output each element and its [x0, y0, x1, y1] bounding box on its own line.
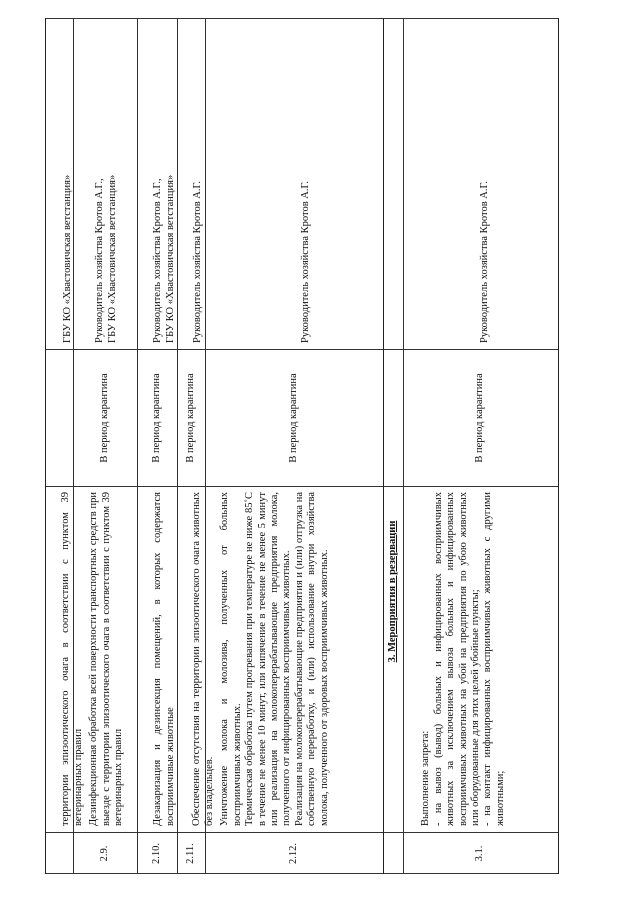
row-number: 2.10.	[150, 843, 162, 864]
measure-text: Дезинфекционная обработка всей поверхности транспортных средств при выезде с территории эпизоотического очага в соответствии с пунктом 39 ветеринарных правил	[88, 492, 125, 826]
measure-text: Выполнение запрета: - на вывоз (вывод) больных и инфицированных восприимчивых животных за исключением вывоза больных и инфицированных восприимчивых животных на убой на предприятия по убою животных или оборудованные для этих целей убойные пункты; - на контакт инфицированных восприимчивых животных с другими животными;	[420, 492, 506, 826]
measures-table	[45, 18, 559, 874]
row-number: 2.9.	[98, 845, 110, 862]
period-text: В период карантина	[150, 373, 162, 463]
responsible-text: Руководитель хозяйства Кротов А.Г.	[479, 180, 491, 343]
responsible-text: Руководитель хозяйства Кротов А.Г.	[300, 180, 312, 343]
section-divider	[383, 18, 384, 874]
responsible-cell	[467, 23, 491, 343]
measure-text: Уничтожение молока и молозива, полученных от больных восприимчивых животных. Термическая обработка путем прогревания при температуре не ниже 85˚С в течение не менее 10 минут, или кипячение в течение не менее 5 минут или реализация на молокоперерабатывающие предприятия молока, полученного от инфицированных восприимчивых животных. Реализация на молокоперерабатывающие предприятия и (или) отгрузка на собственную переработку, и (или) использование внутри хозяйства молока, полученного от здоровых восприимчивых животных.	[219, 492, 330, 826]
table-row	[48, 492, 84, 826]
measure-cell	[140, 492, 176, 826]
measure-text: Дезакаризация и дезинсекция помещений, в которых содержатся восприимчивые животные	[152, 492, 176, 826]
responsible-text: Руководитель хозяйства Кротов А.Г., ГБУ КО «Хвастовичская ветстанция»	[94, 174, 118, 343]
responsible-text: Руководитель хозяйства Кротов А.Г., ГБУ КО «Хвастовичская ветстанция»	[152, 174, 176, 343]
measure-cell	[76, 492, 136, 826]
responsible-text: ГБУ КО «Хвастовичская ветстанция»	[62, 174, 74, 343]
measure-cell	[179, 492, 215, 826]
period-cell	[137, 350, 177, 486]
measure-cell	[408, 492, 556, 826]
row-number: 2.11.	[184, 843, 196, 864]
responsible-text: Руководитель хозяйства Кротов А.Г.	[192, 180, 204, 343]
period-cell	[177, 350, 205, 486]
responsible-cell	[50, 23, 72, 343]
period-cell	[403, 350, 558, 486]
period-cell	[205, 350, 383, 486]
period-text: В период карантина	[184, 373, 196, 463]
table-border-right	[46, 18, 558, 19]
measure-text: Обеспечение отсутствия на территории эпизоотического очага животных без владельцев.	[191, 492, 215, 826]
row-number: 3.1.	[474, 845, 486, 862]
period-text: В период карантина	[474, 373, 486, 463]
period-text: В период карантина	[287, 373, 299, 463]
section-title: 3. Мероприятия в резервации	[387, 520, 398, 663]
period-cell	[73, 350, 137, 486]
responsible-cell	[82, 23, 132, 343]
period-text: В период карантина	[98, 373, 110, 463]
measure-cell	[207, 492, 382, 826]
measure-text: территории эпизоотического очага в соответствии с пунктом 39 ветеринарных правил	[60, 492, 84, 826]
responsible-cell	[180, 23, 202, 343]
responsible-cell	[140, 23, 176, 343]
responsible-cell	[288, 23, 312, 343]
row-number: 2.12.	[287, 843, 299, 864]
column-divider	[46, 486, 558, 487]
